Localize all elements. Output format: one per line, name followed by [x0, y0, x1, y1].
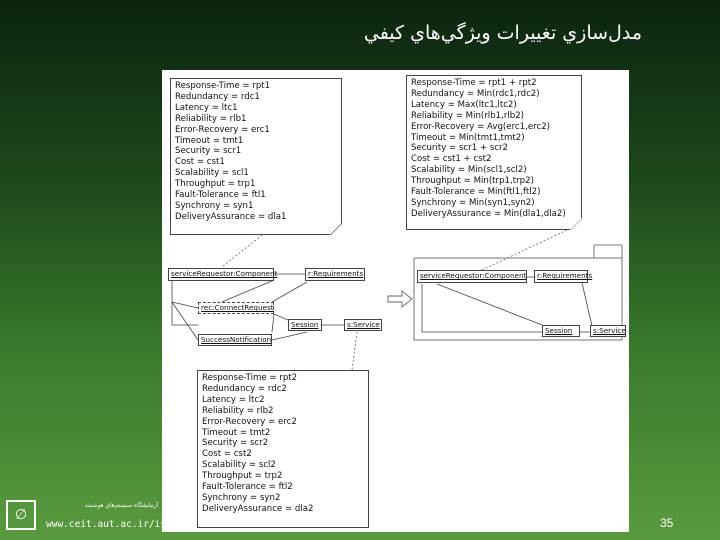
note-line: Latency = ltc1: [175, 102, 238, 113]
note-line: Error-Recovery = Avg(erc1,erc2): [411, 121, 551, 132]
note-line: Error-Recovery = erc2: [202, 416, 297, 427]
success-notification-box: [198, 334, 272, 346]
note-line: Timeout = Min(tmt1,tmt2): [411, 132, 525, 143]
requirements-label: r:Requirements: [308, 269, 364, 278]
note-fold-corner: [570, 218, 582, 230]
service-label: s:Service: [347, 320, 380, 329]
note-line: Scalability = Min(scl1,scl2): [411, 165, 527, 176]
note-line: Synchrony = syn1: [175, 200, 254, 211]
right-service-requestor-label: serviceRequestor:Component: [420, 271, 527, 280]
note-line: Latency = ltc2: [202, 394, 265, 405]
note-line: Fault-Tolerance = ftl1: [175, 190, 266, 201]
slide-title: مدل‌سازي تغييرات ويژگي‌هاي كيفي: [363, 22, 642, 44]
combined-quality-note: [406, 75, 582, 230]
right-requirements-box: [534, 270, 593, 283]
note-line: Scalability = scl2: [202, 460, 276, 471]
note-line: DeliveryAssurance = dla2: [202, 503, 314, 514]
right-service-label: s:Service: [593, 326, 626, 335]
service-box: [344, 319, 382, 331]
right-service-box: [590, 325, 626, 337]
note-line: Fault-Tolerance = Min(ftl1,ftl2): [411, 187, 541, 198]
service-requestor-box: [168, 268, 278, 281]
note-fold-corner: [330, 223, 342, 235]
note-line: Cost = cst2: [202, 449, 252, 460]
note-line: Cost = cst1: [175, 157, 225, 168]
note-line: Throughput = Min(trp1,trp2): [411, 176, 534, 187]
note-line: Security = scr1: [175, 146, 242, 157]
lab-name: آزمايشگاه سيستم‌هاي هوشمند: [84, 503, 158, 509]
note-line: Reliability = rlb1: [175, 113, 247, 124]
note-line: Response-Time = rpt2: [202, 373, 298, 383]
page-number: 35: [660, 516, 674, 530]
note-line: DeliveryAssurance = dla1: [175, 211, 287, 222]
note-line: Redundancy = Min(rdc1,rdc2): [411, 88, 540, 99]
service-requestor-label: serviceRequestor:Component: [171, 269, 278, 278]
note-line: Error-Recovery = erc1: [175, 124, 270, 135]
note-line: Timeout = tmt1: [175, 135, 244, 146]
connect-request-box: [198, 302, 274, 314]
note-line: Redundancy = rdc1: [175, 91, 260, 102]
session-box: [288, 319, 322, 331]
note-line: Response-Time = rpt1: [175, 81, 271, 91]
success-notification-label: SuccessNotification: [201, 335, 272, 344]
right-session-box: [542, 325, 580, 337]
note-line: Synchrony = Min(syn1,syn2): [411, 197, 535, 208]
note-line: Response-Time = rpt1 + rpt2: [411, 78, 537, 88]
lab-logo-icon: ∅: [6, 500, 36, 530]
connect-request-label: rec:ConnectRequest: [201, 303, 274, 312]
diagram-panel: [162, 70, 629, 532]
note-line: Redundancy = rdc2: [202, 383, 287, 394]
note-line: Latency = Max(ltc1,ltc2): [411, 99, 517, 110]
right-requirements-label: r:Requirements: [537, 271, 593, 280]
component1-quality-note: [170, 78, 342, 235]
note-line: Synchrony = syn2: [202, 492, 281, 503]
right-service-requestor-box: [417, 270, 527, 283]
requirements-box: [305, 268, 365, 281]
note-line: Security = scr2: [202, 438, 269, 449]
note-line: Throughput = trp2: [202, 471, 283, 482]
component2-quality-note: [197, 370, 369, 528]
note-line: DeliveryAssurance = Min(dla1,dla2): [411, 208, 566, 219]
right-session-label: Session: [545, 326, 573, 335]
note-line: Cost = cst1 + cst2: [411, 154, 492, 165]
note-line: Timeout = tmt2: [202, 427, 271, 438]
note-line: Reliability = Min(rlb1,rlb2): [411, 110, 525, 121]
note-line: Scalability = scl1: [175, 168, 249, 179]
note-line: Reliability = rlb2: [202, 405, 274, 416]
session-label: Session: [291, 320, 319, 329]
note-line: Fault-Tolerance = ftl2: [202, 482, 293, 493]
note-line: Security = scr1 + scr2: [411, 143, 509, 154]
note-line: Throughput = trp1: [175, 179, 256, 190]
lab-url: www.ceit.aut.ac.ir/islab: [46, 519, 184, 530]
